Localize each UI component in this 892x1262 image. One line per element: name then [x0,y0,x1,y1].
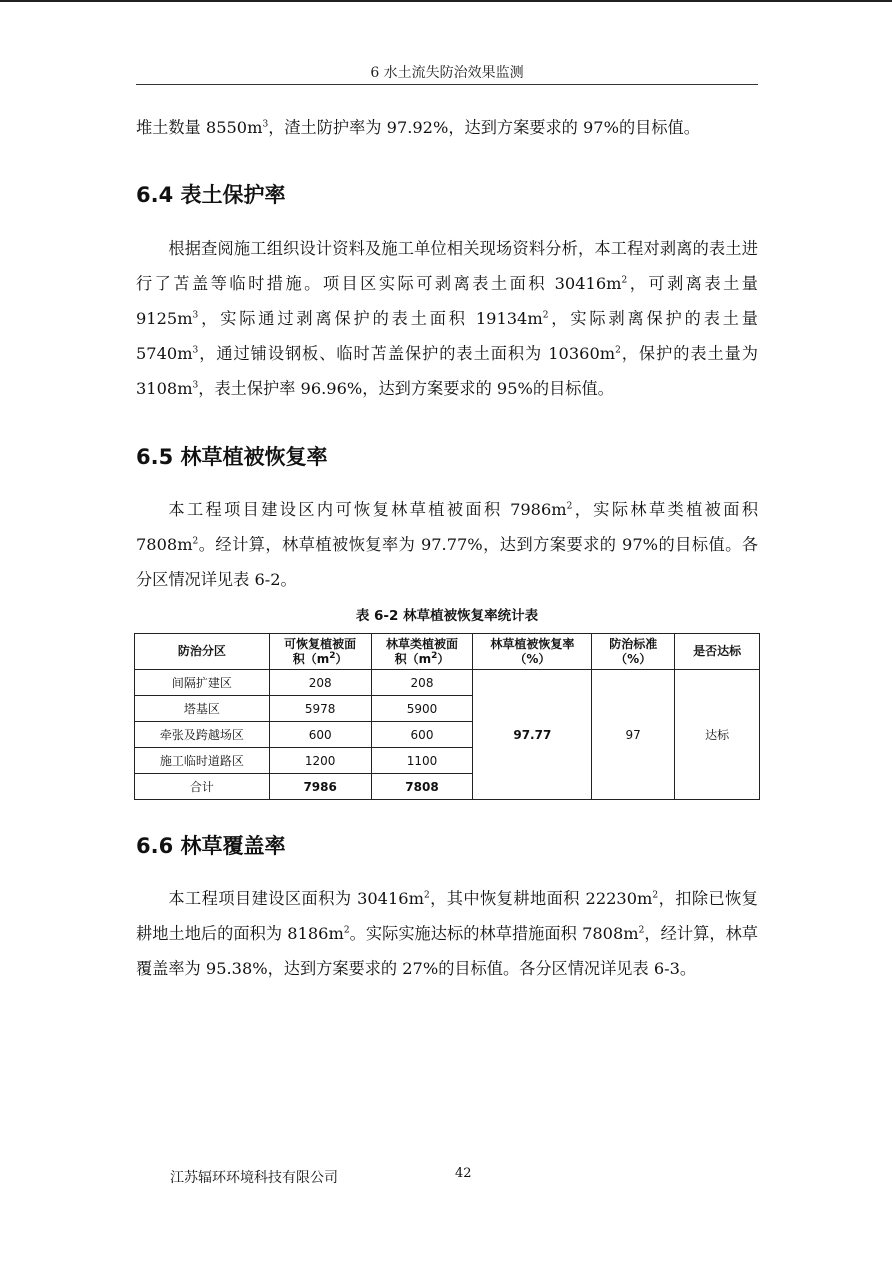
header-pass: 是否达标 [675,634,760,670]
table-caption: 表 6-2 林草植被恢复率统计表 [355,608,539,624]
cell-total-actual: 7808 [371,774,473,800]
vegetation-restoration-table [134,633,760,800]
header-rule [136,84,758,85]
cell-restorable: 1200 [269,748,371,774]
cell-actual: 600 [371,722,473,748]
page-number: 42 [455,1166,472,1181]
section-6-6-paragraph: 本工程项目建设区面积为 $30416m^2$，其中恢复耕地面积 $22230m^2$，扣除已恢复耕地土地后的面积为 $8186m^2$。实际实施达标的林草措施面积 $7808m^2$，经计算，林草覆盖率为 95.38%，达到方案要求的 27%的目标值。各分区情况详见表 6-3。 [136,889,758,978]
cell-zone: 施工临时道路区 [135,748,270,774]
cell-restorable: 5978 [269,696,371,722]
header-restorable-area: 可恢复植被面 积$(m^2)$ [269,634,371,670]
footer-company: 江苏辐环环境科技有限公司 [170,1170,338,1186]
cell-pass-merged: 达标 [675,670,760,800]
cell-zone: 间隔扩建区 [135,670,270,696]
header-restoration-rate: 林草植被恢复率 （%） [473,634,592,670]
cell-zone: 牵张及跨越场区 [135,722,270,748]
cell-actual: 5900 [371,696,473,722]
section-6-6-heading: 6.6 林草覆盖率 [136,834,286,858]
section-6-5-paragraph: 本工程项目建设区内可恢复林草植被面积 $7986m^2$，实际林草类植被面积 $7808m^2$。经计算，林草植被恢复率为 97.77%，达到方案要求的 97%的目标值。各分区情况详见表 6-2。 [136,500,759,589]
cell-rate-merged: 97.77 [473,670,592,800]
section-6-4-heading: 6.4 表土保护率 [136,183,286,207]
cell-actual: 1100 [371,748,473,774]
intro-paragraph: 堆土数量 $8550m^3$，渣土防护率为 97.92%，达到方案要求的 97%的目标值。 [136,118,700,137]
section-6-4-paragraph: 根据查阅施工组织设计资料及施工单位相关现场资料分析，本工程对剥离的表土进行了苫盖等临时措施。项目区实际可剥离表土面积 $30416m^2$，可剥离表土量 $9125m^3$，实际通过剥离保护的表土面积 $19134m^2$，实际剥离保护的表土量 $5740m^3$，通过铺设钢板、临时苫盖保护的表土面积为 $10360m^2$，保护的表土量为 $3108m^3$，表土保护率 96.96%，达到方案要求的 95%的目标值。 [136,239,758,398]
table-header-row [135,634,760,670]
cell-restorable: 600 [269,722,371,748]
cell-total-label: 合计 [135,774,270,800]
cell-restorable: 208 [269,670,371,696]
running-header: 6 水土流失防治效果监测 [370,65,524,81]
cell-total-restorable: 7986 [269,774,371,800]
top-border [0,0,892,2]
cell-zone: 塔基区 [135,696,270,722]
table-row [135,670,760,696]
header-zone: 防治分区 [135,634,270,670]
cell-actual: 208 [371,670,473,696]
header-actual-area: 林草类植被面 积$(m^2)$ [371,634,473,670]
section-6-5-heading: 6.5 林草植被恢复率 [136,445,328,469]
header-standard: 防治标准 （%） [592,634,675,670]
cell-standard-merged: 97 [592,670,675,800]
